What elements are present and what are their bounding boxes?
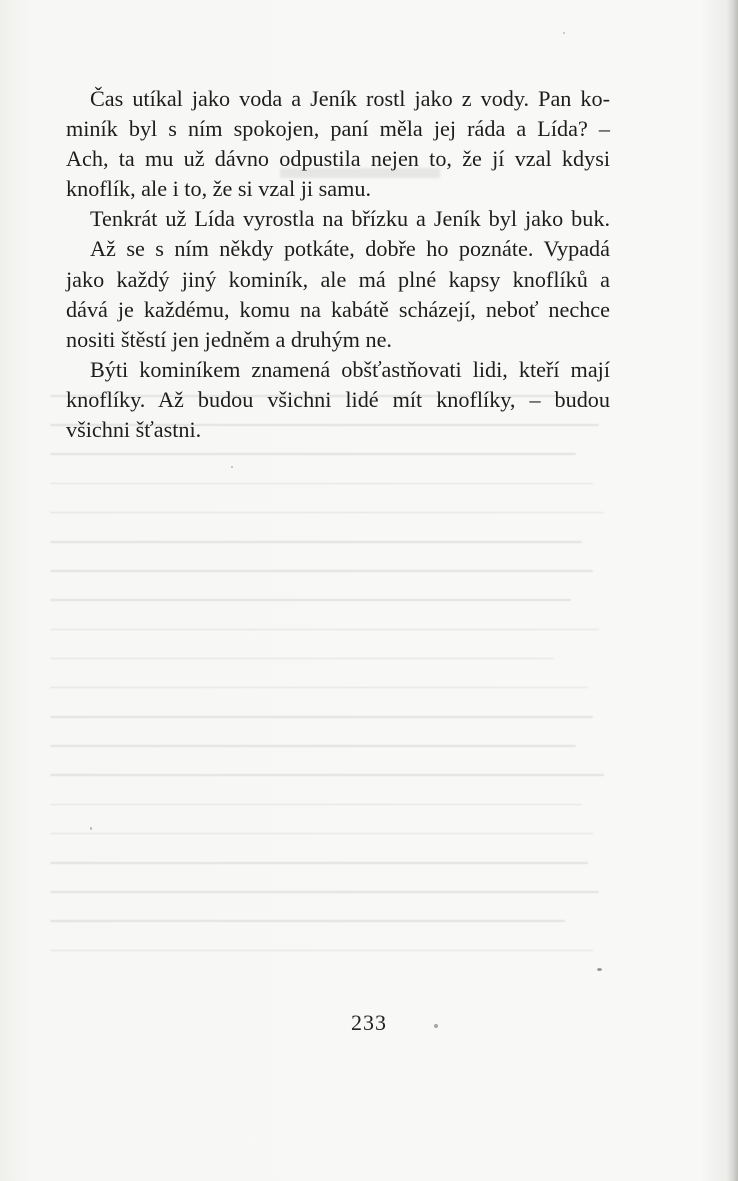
paper-speck	[231, 466, 233, 468]
page-edge-shadow	[726, 0, 738, 1181]
text-line: všichni šťastni.	[66, 417, 202, 443]
text-line: jako každý jiný kominík, ale má plné kapsy knoflíků a	[66, 266, 610, 292]
paper-speck	[563, 32, 565, 34]
text-line: Ach, ta mu už dávno odpustila nejen to, že jí vzal kdysi	[66, 146, 610, 172]
text-line: nositi štěstí jen jedněm a druhým ne.	[66, 326, 392, 352]
bleed-through-text	[50, 395, 610, 985]
text-line: dává je každému, komu na kabátě scházejí, neboť nechce	[66, 296, 610, 322]
paper-speck	[90, 827, 92, 830]
body-text	[66, 84, 610, 445]
text-line: miník byl s ním spokojen, paní měla jej ráda a Lída? –	[66, 116, 610, 142]
text-line: Čas utíkal jako voda a Jeník rostl jako z vody. Pan ko-	[90, 86, 610, 111]
text-line: knoflík, ale i to, že si vzal ji samu.	[66, 176, 372, 202]
text-line: knoflíky. Až budou všichni lidé mít knoflíky, – budou	[66, 386, 610, 412]
text-line: Býti kominíkem znamená obšťastňovati lidi, kteří mají	[90, 356, 610, 382]
paper-speck	[597, 968, 602, 971]
text-line: Tenkrát už Lída vyrostla na břízku a Jeník byl jako buk.	[90, 206, 610, 232]
paper-speck	[434, 1024, 438, 1028]
text-line: Až se s ním někdy potkáte, dobře ho poznáte. Vypadá	[90, 236, 610, 262]
page-number: 233	[351, 1010, 387, 1035]
